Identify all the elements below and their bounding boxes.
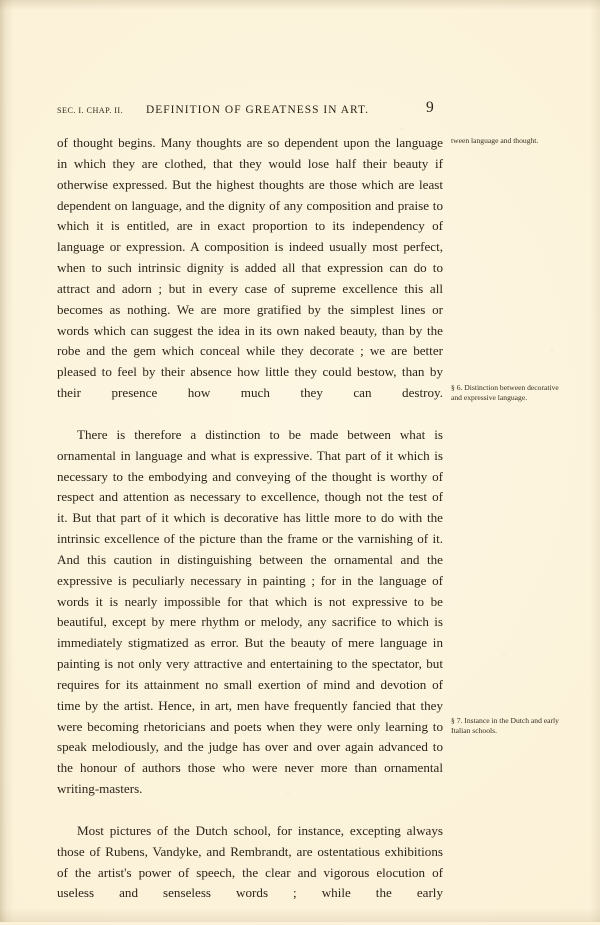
running-head-title: DEFINITION OF GREATNESS IN ART.	[146, 104, 370, 116]
page-top-edge-shadow	[0, 0, 600, 10]
page-right-edge-shadow	[590, 0, 600, 922]
paragraph-section-7: Most pictures of the Dutch school, for instance, excepting always those of Rubens, Vandyke, and Rembrandt, are ostentatious exhibitions of the artist's power of speech, the clear and vigorous elocution of useless and senseless words ; while the early	[57, 822, 443, 901]
sidenote-section-7: § 7. Instance in the Dutch and early Italian schools.	[451, 716, 559, 735]
body-text-column	[57, 133, 443, 925]
running-head	[57, 104, 447, 120]
page-left-edge-shadow	[0, 0, 14, 922]
running-head-section: SEC. I. CHAP. II.	[57, 106, 124, 115]
sidenote-section-6: § 6. Distinction between decorative and expressive language.	[451, 383, 559, 402]
page-number: 9	[426, 99, 434, 116]
paragraph-continuation: of thought begins. Many thoughts are so dependent upon the language in which they are clothed, that they would lose half their beauty if otherwise expressed. But the highest thoughts are those which are least dependent on language, and the dignity of any composition and praise to which it is entitled, are in exact proportion to its independency of language or expression. A composition is indeed usually most perfect, when to such intrinsic dignity is added all that expression can do to attract and adorn ; but in every case of supreme excellence this all becomes as nothing. We are more gratified by the simplest lines or words which can suggest the idea in its own naked beauty, than by the robe and the gem which conceal while they decorate ; we are better pleased to feel by their absence how little they could bestow, than by their presence how much they can destroy.	[57, 135, 443, 401]
sidenote-language-thought: tween language and thought.	[451, 136, 539, 145]
paragraph-section-6: There is therefore a distinction to be made between what is ornamental in language and what is expressive. That part of it which is necessary to the embodying and conveying of the thought is worthy of respect and attention as necessary to excellence, though not the test of it. But that part of it which is decorative has little more to do with the intrinsic excellence of the picture than the frame or the varnishing of it. And this caution in distinguishing between the ornamental and the expressive is peculiarly necessary in painting ; for in the language of words it is nearly impossible for that which is not expressive to be beautiful, except by mere rhythm or melody, any sacrifice to which is immediately stigmatized as error. But the beauty of mere language in painting is not only very attractive and entertaining to the spectator, but requires for its attainment no small exertion of mind and devotion of time by the artist. Hence, in art, men have frequently fancied that they were becoming rhetoricians and poets when they were only learning to speak melodiously, and the judge has over and over again advanced to the honour of authors those who were never more than ornamental writing-masters.	[57, 426, 443, 797]
